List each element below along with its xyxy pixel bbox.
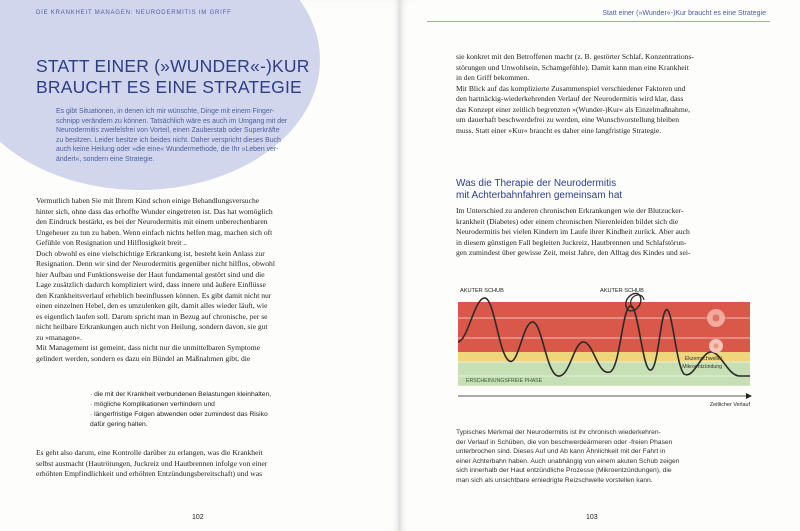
flare-label-2: AKUTER SCHUB: [600, 288, 644, 294]
title-line: BRAUCHT ES EINE STRATEGIE: [36, 77, 302, 97]
body-line: hinter sich, ohne dass das erhoffte Wunder eingetreten ist. Das hat womöglich: [36, 206, 273, 216]
body-line: hier Aufbau und Funktionsweise der Haut fundamental gestört sind und die: [36, 269, 265, 279]
body-line: es eigentlich laufen soll. Darum spricht man in Bezug auf chronische, per se: [36, 311, 268, 321]
caption-line: Typisches Merkmal der Neurodermitis ist ihr chronisch wiederkehren-: [456, 429, 661, 436]
intro-line: schnipp verändern zu können. Tatsächlich wäre es auch im Umgang mit der: [56, 117, 288, 125]
time-axis-arrow: [746, 393, 752, 399]
intro-line: Neurodermitis zweifelsfrei von Vorteil, einen Zauberstab oder Superkräfte: [56, 127, 280, 135]
caption-line: man sich als unsichtbare erniedrigte Reizschwelle vorstellen kann.: [456, 476, 653, 484]
threshold-label: Mikroentzündung: [682, 364, 722, 370]
body-line: den hartnäckig-wiederkehrenden Verlauf der Neurodermitis wird klar, dass: [456, 94, 684, 103]
body-line: in den Griff bekommen.: [456, 73, 530, 82]
intro-line: zu besitzen. Leider besitze ich beides nicht. Daher verspricht dieses Buch: [56, 136, 281, 144]
body-line: nicht heilbare Erkrankungen auch nicht von Heilung, sondern davon, sie gut: [36, 322, 268, 331]
list-item: · längerfristige Folgen abwenden oder zumindest das Risiko: [90, 411, 268, 418]
body-line: Mit Blick auf das komplizierte Zusammenspiel verschiedener Faktoren und: [456, 83, 686, 93]
body-line: Mit Management ist gemeint, dass nicht nur die unmittelbaren Symptome: [36, 343, 260, 352]
body-text-4: [456, 206, 776, 259]
body-line: Gefühle von Resignation und Hilflosigkeit breit ..: [36, 238, 188, 247]
body-line: sie konkret mit den Betroffenen macht (z. B. gestörter Schlaf, Konzentrations-: [456, 52, 694, 61]
intro-line: ändert«, sondern eine Strategie.: [56, 155, 155, 163]
body-line: in diesem günstigen Fall begleiten Juckreiz, Hautbrennen und Schlafstörun-: [456, 237, 687, 247]
right-page: [400, 0, 800, 531]
body-text-2: [36, 448, 348, 480]
page-number-left: 102: [192, 514, 204, 521]
body-line: Neurodermitis bei vielen Kindern im Laufe ihrer Kindheit zurück. Aber auch: [456, 227, 690, 236]
body-line: muss. Statt einer »Kur« braucht es daher eine langfristige Strategie.: [456, 125, 662, 135]
body-line: zu »managen«.: [36, 332, 82, 342]
flare-label-1: AKUTER SCHUB: [460, 288, 504, 294]
body-line: Lage zusätzlich dadurch kompliziert wird, dass innere und äußere Einflüsse: [36, 280, 266, 289]
body-line: Ungeheuer zu tun zu haben. Wenn einfach nichts helfen mag, machen sich oft: [36, 227, 273, 237]
body-line: Resignation. Denn wir sind der Neurodermitis gegenüber nicht hilflos, obwohl: [36, 259, 275, 268]
body-line: erhöhten Empfindlichkeit und erhöhten Entzündungsbereitschaft) und was: [36, 469, 263, 478]
body-line: Vermutlich haben Sie mit Ihrem Kind schon einige Behandlungsversuche: [36, 196, 260, 205]
inflammation-dot: [713, 315, 720, 322]
caption-line: unterbrochen sind. Dieses Auf und Ab kann Ähnlichkeit mit der Fahrt in: [456, 448, 666, 456]
list-item: dafür gering halten.: [90, 421, 148, 428]
intro-line: Es gibt Situationen, in denen ich mir wünschte, Dinge mit einem Finger-: [56, 108, 275, 115]
figure-caption: [456, 428, 786, 486]
body-line: gen zumindest über gewisse Zeit, meist Jahre, den Alltag des Kindes und sei-: [456, 248, 691, 257]
body-line: einen einzelnen Hebel, den es umzulenken gilt, damit alles wieder läuft, wie: [36, 301, 268, 310]
rollercoaster-figure: [452, 280, 782, 420]
caption-line: einer Achterbahn haben. Auch unabhängig von einem akuten Schub zeigen: [456, 457, 680, 465]
page-title: [36, 56, 366, 98]
body-line: das Konzept einer zeitlich begrenzten »(Wunder-)Kur« als Einzelmaßnahme,: [456, 104, 691, 114]
threshold-label: Ekzemschwelle/: [684, 356, 722, 362]
heading-line: Was die Therapie der Neurodermitis: [456, 178, 617, 189]
list-item: · die mit der Krankheit verbundenen Belastungen kleinhalten,: [90, 391, 272, 398]
body-line: den Eindruck bestärkt, es bei der Neurodermitis mit einem unberechenbaren: [36, 217, 268, 226]
body-line: Im Unterschied zu anderen chronischen Erkrankungen wie der Blutzucker-: [456, 206, 684, 215]
intro-paragraph: [56, 107, 374, 165]
body-line: Es geht also darum, eine Kontrolle darüber zu erlangen, was die Krankheit: [36, 448, 263, 457]
bullet-list: [90, 390, 350, 430]
body-line: krankheit (Diabetes) oder einem chronischen Nierenleiden bildet sich die: [456, 216, 679, 226]
body-line: den Krankheitsverlauf erheblich beeinflussen können. Es gibt damit nicht nur: [36, 290, 272, 300]
caption-line: sich innerhalb der Haut entzündliche Prozesse (Mikroentzündungen), die: [456, 467, 672, 475]
running-head-right: Statt einer (»Wunder«-)Kur braucht es eine Strategie: [602, 10, 766, 17]
section-heading: [456, 178, 776, 202]
body-text-1: [36, 196, 348, 364]
running-head-left: DIE KRANKHEIT MANAGEN: NEURODERMITIS IM GRIFF: [36, 10, 232, 16]
body-line: gelindert werden, sondern es dazu ein Bündel an Maßnahmen gibt, die: [36, 353, 251, 363]
header-rule: [427, 21, 770, 22]
free-phase-label: ERSCHEINUNGSFREIE PHASE: [466, 378, 543, 384]
caption-line: der Verlauf in Schüben, die von beschwerdeärmeren oder -freien Phasen: [456, 438, 673, 446]
body-line: um dauerhaft beschwerdefrei zu werden, eine Wunschvorstellung bleiben: [456, 115, 680, 124]
inflammation-dot: [714, 344, 719, 349]
title-line: STATT EINER (»WUNDER«-)KUR: [36, 56, 310, 76]
heading-line: mit Achterbahnfahren gemeinsam hat: [456, 190, 623, 201]
list-item: · mögliche Komplikationen verhindern und: [90, 401, 215, 408]
body-text-3: [456, 52, 776, 136]
intro-line: auch keine Heilung oder »die eine« Wundermethode, die Ihr »Leben ver-: [56, 146, 279, 154]
page-number-right: 103: [586, 514, 598, 521]
body-line: störungen und Unwohlsein, Schamgefühle). Damit kann man eine Krankheit: [456, 62, 689, 72]
body-line: selbst ausmacht (Hautrötungen, Juckreiz und Hautbrennen infolge von einer: [36, 458, 268, 468]
body-line: Doch obwohl es eine vielschichtige Erkrankung ist, besteht kein Anlass zur: [36, 248, 265, 258]
time-axis-label: Zeitlicher Verlauf: [709, 402, 750, 408]
